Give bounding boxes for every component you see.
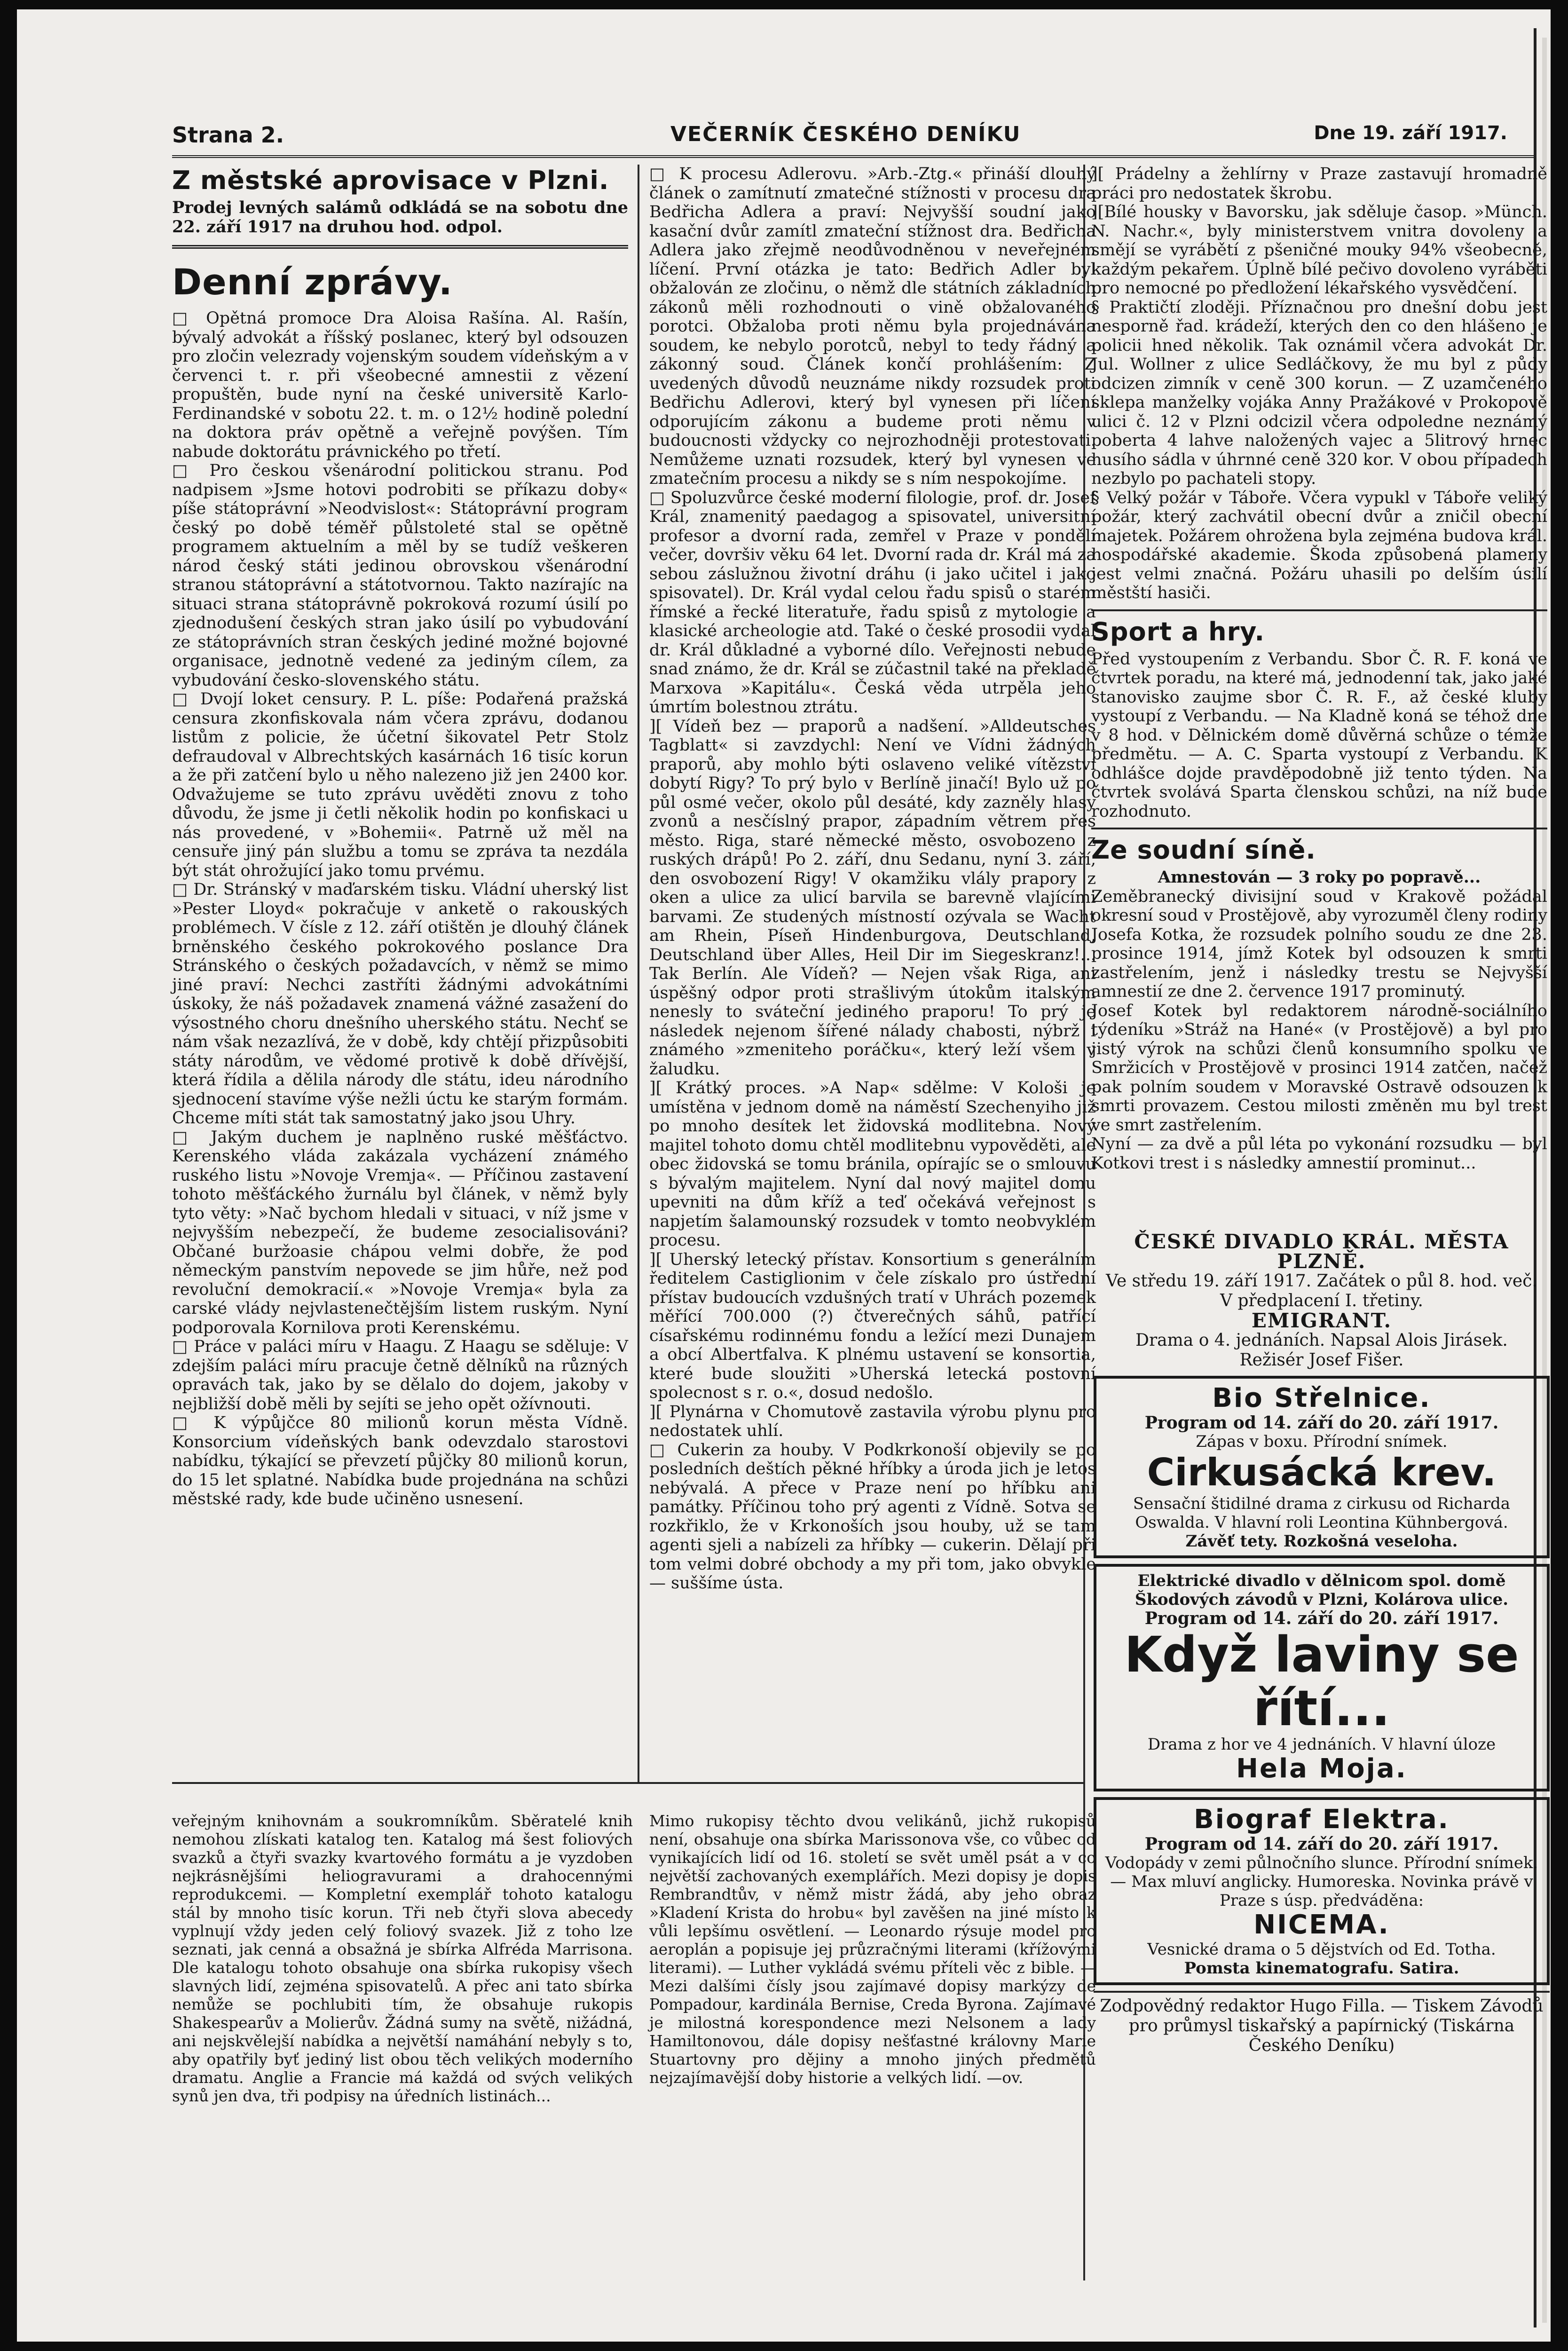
issue-date: Dne 19. září 1917. (1314, 122, 1507, 144)
article-viden: ][ Vídeň bez — praporů a nadšení. »Alldeutsches Tagblatt« si zavzdychl: Není ve Vídni žádných praporů, aby mohlo býti oslaveno veliké vítězství dobytí Rigy? To prý bylo v Berlíně jinačí! Bylo už po půl osmé večer, okolo půl desáté, kdy zazněly hlasy zvonů a nesčíslný prapor, západním větrem přes město. Riga, staré německé město, osvobozeno z ruských drápů! Po 2. září, dnu Sedanu, nyní 3. září, den osvobození Rigy! V okamžiku vlály prapory z oken a ulice za ulicí barvila se barevně vlajícími barvami. Ze studených místností ozývala se Wacht am Rhein, Píseň Hindenburgova, Deutschland, Deutschland über Alles, Heil Dir im Siegeskranz!... Tak Berlín. Ale Vídeň? — Nejen však Riga, ani úspěšný odpor proti strašlivým útokům italským nenesly to sváteční jediného praporu! To prý je následek nejenom šířené nálady chabosti, nýbrž i známého »zmeniteho poráčku«, který leží všem v žaludku. (649, 717, 1096, 1079)
article-vsenarodni-strana: □ Pro českou všenárodní politickou stranu. Pod nadpisem »Jsme hotovi podrobiti se příkazu doby« píše státoprávní »Neodvislost«: Státoprávní program český po době téměř půlstoleté stal se opětně programem aktuelním a měl by se tudíž veškeren národ český státi jedinou obrovskou všenárodní stranou státoprávní a státotvornou. Takto nazírajíc na situaci strana státoprávně pokroková rozumí úsilí po zjednodušení českých stran jako úsilí po vybudování ze státoprávních stran českých jediné možné bojovné organisace, jednotně vedené za jediným cílem, za vybudování česko-slovenského státu. (172, 461, 628, 690)
cinema-feature-star: Hela Moja. (1236, 1753, 1407, 1784)
cinema-feature-desc: Drama z hor ve 4 jednáních. V hlavní úloze (1147, 1735, 1496, 1754)
column-1 (172, 165, 628, 1509)
article-zlodeji: § Praktičtí zloději. Příznačnou pro dnešní dobu jest nesporně řad. krádeží, kterých den co den hlášeno je policii hned několik. Tak oznámil včera advokát Dr. Jul. Wollner z ulice Sedláčkovy, že mu byl z půdy odcizen zimník v ceně 300 korun. — Z uzamčeného sklepa manželky vojáka Anny Pražákové v Prokopově ulici č. 12 v Plzni odcizil včera odpoledne neznámý poberta 4 lahve naložených vajec a 5litrový hrnec husího sádla v úhrnné ceně 320 kor. V obou případech nezbylo po pachateli stopy. (1091, 298, 1547, 488)
theatre-ad (1094, 1232, 1550, 1370)
cinema-feature-desc: Sensační štidilné drama z cirkusu od Richarda Oswalda. V hlavní roli Leontina Kühnbergová. (1133, 1494, 1511, 1532)
article-kral: □ Spoluzvůrce české moderní filologie, prof. dr. Josef Král, znamenitý paedagog a spisovatel, universitní profesor a dvorní rada, zemřel v Praze v pondělí večer, dovršiv věku 64 let. Dvorní rada dr. Král má za sebou záslužnou životní dráhu (i jako učitel i jako spisovatel). Dr. Král vydal celou řadu spisů o starém římské a řecké literatuře, řadu spisů z mytologie a klasické archeologie atd. Také o české prosodii vydal dr. Král důkladné a vyborné dílo. Veřejnosti nebude snad známo, že dr. Král se zúčastnil také na překladě Marxova »Kapitálu«. Česká věda utrpěla jeho úmrtím bolestnou ztrátu. (649, 488, 1096, 717)
article-amnestie-3: Nyní — za dvě a půl léta po vykonání rozsudku — byl Kotkovi trest i s následky amnestií prominut... (1091, 1135, 1547, 1173)
section-rule (1091, 609, 1547, 611)
article-rusko: □ Jakým duchem je naplněno ruské měšťáctvo. Kerenského vláda zakázala vycházení známého ruského listu »Novoje Vremja«. — Příčinou zastavení tohoto měšťáckého žurnálu byl článek, v němž byly tyto věty: »Nač bychom hledali v situaci, v níž jsme v nejvyšším nebezpečí, že budeme zesocialisováni? Občané buržoasie chápou velmi dobře, že pod německým panstvím nepovede se jim hůře, než pod revoluční demokracií.« »Novoje Vremja« byla za carské vlády nejvlastenečtějším listem ruským. Nyní podporovala Kornilova proti Kerenskému. (172, 1128, 628, 1337)
cinema-ad-elektra (1094, 1797, 1550, 1985)
theatre-play: EMIGRANT. (1251, 1309, 1392, 1332)
newspaper-page (17, 9, 1551, 2342)
cinema-program-dates: Program od 14. září do 20. září 1917. (1144, 1609, 1499, 1628)
cinema-ad-strelnice (1094, 1376, 1550, 1558)
serial-left (172, 1796, 633, 2121)
section-heading-soud: Ze soudní síně. (1091, 835, 1316, 865)
article-amnestie-title: Amnestován — 3 roky po popravě... (1158, 868, 1481, 887)
imprint: Zodpovědný redaktor Hugo Filla. — Tiskem Závodů pro průmysl tiskařský a papírnický (Tiskárna Českého Deníku) (1094, 1991, 1550, 2056)
cinema-short: Zápas v boxu. Přírodní snímek. (1196, 1432, 1448, 1451)
column-3 (1091, 165, 1547, 1173)
lower-section-rule (172, 1782, 1084, 1784)
cinema-feature-desc: Vesnické drama o 5 dějstvích od Ed. Totha. (1147, 1940, 1496, 1959)
article-stransky: □ Dr. Stránský v maďarském tisku. Vládní uherský list »Pester Lloyd« pokračuje v anketě o rakouských problémech. V čísle z 12. září otištěn je dlouhý článek brněnského českého pokrokového poslance Dra Stránského o českých požadavcích, v němž se mimo jiné praví: Nechci zastříti žádnými advokátními úskoky, že náš požadavek znamená vážné zasažení do výsostného choru dnešního uherského státu. Nechť se nám však nezazlívá, že v době, kdy chtějí přizpůsobiti státy národům, ve vědomé protivě k době dřívější, která řídila a dělila národy dle státu, ideu národního sjednocení stavíme výše nežli úctu ke starým formám. Chceme míti stát tak samostatný jako jsou Uhry. (172, 880, 628, 1128)
cinema-satire: Pomsta kinematografu. Satira. (1184, 1959, 1459, 1978)
cinema-name: Bio Střelnice. (1212, 1383, 1431, 1413)
article-housky: ][Bílé housky v Bavorsku, jak sděluje časop. »Münch. N. Nachr.«, byly ministerstvem vnitra dovoleny a smějí se vyrábětí z pšeničné mouky 94% všeobecně, každým pekařem. Úplně bílé pečivo dovoleno vyráběti pro nemocné po předložení lékařského vysvědčení. (1091, 203, 1547, 298)
article-pujcka: □ K výpůjčce 80 milionů korun města Vídně. Konsorcium vídeňských bank odevzdalo starostovi nabídku, týkající se převzetí půjčky 80 milionů korun, do 15 let splatné. Nabídka bude projednána na schůzi městské rady, kde bude učiněno usnesení. (172, 1413, 628, 1508)
article-verband: Před vystoupením z Verbandu. Sbor Č. R. F. koná ve čtvrtek poradu, na které má, jednodenní tak, jako jaké stanovisko zaujme sbor Č. R. F., až české kluby vystoupí z Verbandu. — Na Kladně koná se téhož dne v 8 hod. v Dělnickém domě důvěrná schůze o témže předmětu. — A. C. Sparta vystoupí z Verbandu. K odhlášce dojde pravděpodobně již tento týden. Na čtvrtek svolává Sparta členskou schůzi, na níž bude rozhodnuto. (1091, 649, 1547, 821)
theatre-play-desc: Drama o 4. jednáních. Napsal Alois Jirásek. (1135, 1331, 1508, 1350)
page-header (172, 122, 1536, 158)
article-haag: □ Práce v paláci míru v Haagu. Z Haagu se sděluje: V zdejším paláci míru pracuje četně dělníků na různých opravách tak, jako by se dělalo do dojem, jakoby v nejbližší době měli by sejíti se jeho opět ožívnouti. (172, 1337, 628, 1413)
article-aprovisace: Prodej levných salámů odkládá se na sobotu dne 22. září 1917 na druhou hod. odpol. (172, 198, 628, 237)
serial-right (649, 1796, 1096, 2102)
theatre-date: Ve středu 19. září 1917. Začátek o půl 8. hod. več. (1106, 1271, 1537, 1291)
cinema-feature-title: NICEMA. (1253, 1909, 1390, 1940)
cinema-program-dates: Program od 14. září do 20. září 1917. (1144, 1834, 1499, 1854)
cinema-name: Elektrické divadlo v dělnicom spol. domě Škodových závodů v Plzni, Kolárova ulice. (1135, 1571, 1509, 1609)
cinema-ad-elektricke (1094, 1564, 1550, 1791)
article-pradelny: ][ Prádelny a žehlírny v Praze zastavují hromadně práci pro nedostatek škrobu. (1091, 165, 1547, 203)
serial-text-left: veřejným knihovnám a soukromníkům. Sběratelé knih nemohou zlískati katalog ten. Katalog má šest foliových svazků a čtyři svazky kvartového formátu a je vyzdoben nejkrásnějšími heliogravurami a drahocennými reprodukcemi. — Kompletní exemplář tohoto katalogu stál by mnoho tisíc korun. Tři neb čtyři slova abecedy vyplnují vždy jeden celý foliový svazek. Již z toho lze seznati, jak cenná a obsažná je sbírka Alfréda Marrisona. Dle katalogu tohoto obsahuje ona sbírka rukopisy všech slavných lidí, zejména spisovatelů. A přec ani tato sbírka nemůže se pochlubiti tím, že obsahuje rukopis Shakespearův a Molierův. Žádná sumy na světě, nižádná, ani nejskvělejší nabídka a největší namáhání nebyly s to, aby opatřily byť jediný list obou těch velikých moderního dramatu. Anglie a Francie má každá od svých velikých synů jen dva, tři podpisy na úředních listinách... (172, 1812, 633, 2105)
theatre-director: Režisér Josef Fišer. (1239, 1350, 1404, 1370)
cinema-shorts: Vodopády v zemi půlnočního slunce. Přírodní snímek. — Max mluví anglicky. Humoreska. Novinka právě v Praze s úsp. předváděna: (1105, 1854, 1538, 1910)
cinema-feature-title: Cirkusácká krev. (1147, 1451, 1497, 1494)
section-rule (172, 245, 628, 249)
section-heading-denni-zpravy: Denní zprávy. (172, 261, 453, 303)
cinema-program-dates: Program od 14. září do 20. září 1917. (1144, 1413, 1499, 1433)
cinema-name: Biograf Elektra. (1194, 1804, 1450, 1835)
column-2 (649, 165, 1096, 1593)
cinema-comedy: Závěť tety. Rozkošná veseloha. (1185, 1532, 1458, 1551)
article-amnestie-1: Zeměbranecký divisijní soud v Krakově požádal okresní soud v Prostějově, aby vyrozuměl členy rodiny Josefa Kotka, že rozsudek polního soudu ze dne 23. prosince 1914, jímž Kotek byl odsouzen k smrti zastřelením, jenž i následky trestu se Nejvyšší amnestií ze dne 2. července 1917 prominutý. (1091, 887, 1547, 1001)
serial-text-right: Mimo rukopisy těchto dvou velikánů, jichž rukopisů není, obsahuje ona sbírka Marissonova vše, co vůbec od vynikajících lidí od 16. století se svět uměl psát a v co největší zachovaných exemplářích. Mezi dopisy je dopis Rembrandtův, v němž mistr žádá, aby jeho obraz »Kladení Krista do hrobu« byl zavěšen na jiné místo k vůli lepšímu osvětlení. — Leonardo rýsuje model pro aeroplán a popisuje jej průzračnými literami (křížovými literami). — Luther vykládá svému příteli věc z bible. — Mezi dalšími čísly jsou zajímavé dopisy markýzy de Pompadour, kardinála Bernise, Creda Byrona. Zajímavé je milostná korespondence mezi Nelsonem a lady Hamiltonovou, dále dopisy nešťastné královny Marie Stuartovny pro dějiny a mnoho jiných předmětů nejzajímavější doby historie a velkých lidí. —ov. (649, 1812, 1096, 2087)
article-adler: □ K procesu Adlerovu. »Arb.-Ztg.« přináší dlouhý článek o zamítnutí zmatečné stížnosti v procesu dra Bedřicha Adlera a praví: Nejvyšší soudní jako kasační dvůr zamítl zmateční stížnost dra. Bedřicha Adlera jako zřejmě neodůvodněnou v neveřejném líčení. První otázka je tato: Bedřich Adler byl obžalován ze zločinu, o němž dle státních základních zákonů měli rozhodnouti o vině obžalovaného porotci. Obžaloba proti němu byla projednávána soudem, ke nebylo porotců, nebyl to tedy řádný a zákonný soud. Článek končí prohlášením: Z uvedených důvodů neuznáme nikdy rozsudek proti Bedřichu Adlerovi, který byl vynesen při líčení odporujícím zákonu a budeme proti němu v budoucnosti vždycky co nejrozhodněji protestovati. Nemůžeme uznati rozsudek, který byl vynesen ve zmatečním procesu a nikdy se s ním nespokojíme. (649, 165, 1096, 488)
theatre-subscription: V předplacení I. třetiny. (1220, 1291, 1423, 1310)
article-pozar: § Velký požár v Táboře. Včera vypukl v Táboře veliký požár, který zachvátil obecní dvůr a zničil obecní majetek. Požárem ohrožena byla zejména budova král. hospodářské akademie. Škoda způsobená plameny jest velmi značná. Požáru uhasili po delším úsilí městští hasiči. (1091, 488, 1547, 602)
article-amnestie-2: Josef Kotek byl redaktorem národně-sociálního týdeníku »Stráž na Hané« (v Prostějově) a byl pro jistý výrok na schůzi členů konsumního spolku ve Smržicích v Prostějově v prosinci 1914 zatčen, načež pak polním soudem v Moravské Ostravě odsouzen k smrti provazem. Cestou milosti změněn mu byl trest ve smrt zastřelením. (1091, 1001, 1547, 1135)
masthead-title: VEČERNÍK ČESKÉHO DENÍKU (670, 122, 1021, 146)
advertisements (1094, 1232, 1550, 2056)
article-censura: □ Dvojí loket censury. P. L. píše: Podařená pražská censura zkonfiskovala nám včera zprávu, dodanou listům z policie, že účetní šikovatel Petr Stolz defraudoval v Albrechtských kasárnách 16 tisíc korun a že při zatčení bylo u něho nalezeno již jen 2400 kor. Odvažujeme se tuto zprávu uvěděti znovu z toho důvodu, že jsme ji četli několik hodin po konfiskaci u nás provedené, v »Bohemii«. Patrně už měl na censuře jiný pán službu a tomu se zpráva ta nezdála být stát ohrožující jako tomu prvému. (172, 690, 628, 880)
cinema-feature-title: Když laviny se řítí... (1124, 1626, 1519, 1737)
article-cukerin: □ Cukerin za houby. V Podkrkonoší objevily se po posledních deštích pěkné hříbky a úroda jich je letos nebývalá. A přece v Praze není po hříbku ani památky. Příčinou toho prý agenti z Vídně. Sotva se rozkřiklo, že v Krkonoších jsou houby, už se tam agenti sjeli a nabízeli za hříbky — cukerin. Dělají při tom velmi dobré obchody a my při tom, jako obvykle — suššíme ústa. (649, 1440, 1096, 1593)
page-number: Strana 2. (172, 122, 284, 148)
section-rule (1091, 828, 1547, 829)
section-heading-sport: Sport a hry. (1091, 616, 1265, 647)
article-rasin: □ Opětná promoce Dra Aloisa Rašína. Al. Rašín, bývalý advokát a říšský poslanec, který byl odsouzen pro zločin velezrady vojenským soudem vídeňským a v červenci t. r. při všeobecné amnestii z vězení propuštěn, bude nyní na české universitě Karlo-Ferdinandské v sobotu 22. t. m. o 12½ hodině polední na doktora práv opětně a veřejně povýšen. Tím nabude doktorátu právnického po třetí. (172, 309, 628, 461)
theatre-name: ČESKÉ DIVADLO KRÁL. MĚSTA PLZNĚ. (1134, 1230, 1509, 1273)
section-heading-aprovisace: Z městské aprovisace v Plzni. (172, 166, 609, 195)
article-kratky-proces: ][ Krátký proces. »A Nap« sdělme: V Kološi je umístěna v jednom domě na náměstí Szechenyiho již po mnoho desítek let židovská modlitebna. Nový majitel tohoto domu chtěl modlitebnu vypověděti, ale obec židovská se tomu bránila, opírajíc se o smlouvu s bývalým majitelem. Nyní dal nový majitel domu upevniti na dům kříž a teď očekává veřejnost s napjetím šalamounský rozsudek v tomto neobvyklém procesu. (649, 1079, 1096, 1250)
article-letecky-pristav: ][ Uherský letecký přístav. Konsortium s generálním ředitelem Castiglionim v čele získalo pro ústřední přístav budoucích vzdušných tratí v Uhrách pozemek měřící 700.000 (?) čtverečných sáhů, patřící císařskému rodinnému fondu a ležící mezi Dunajem a obcí Albertfalva. K plnému ustavení se konsortia, které bude sloužiti »Uherská letecká postovní spolecnost s r. o.«, dosud nedošlo. (649, 1250, 1096, 1402)
column-divider-1 (638, 165, 639, 1782)
article-plynarna: ][ Plynárna v Chomutově zastavila výrobu plynu pro nedostatek uhlí. (649, 1402, 1096, 1440)
